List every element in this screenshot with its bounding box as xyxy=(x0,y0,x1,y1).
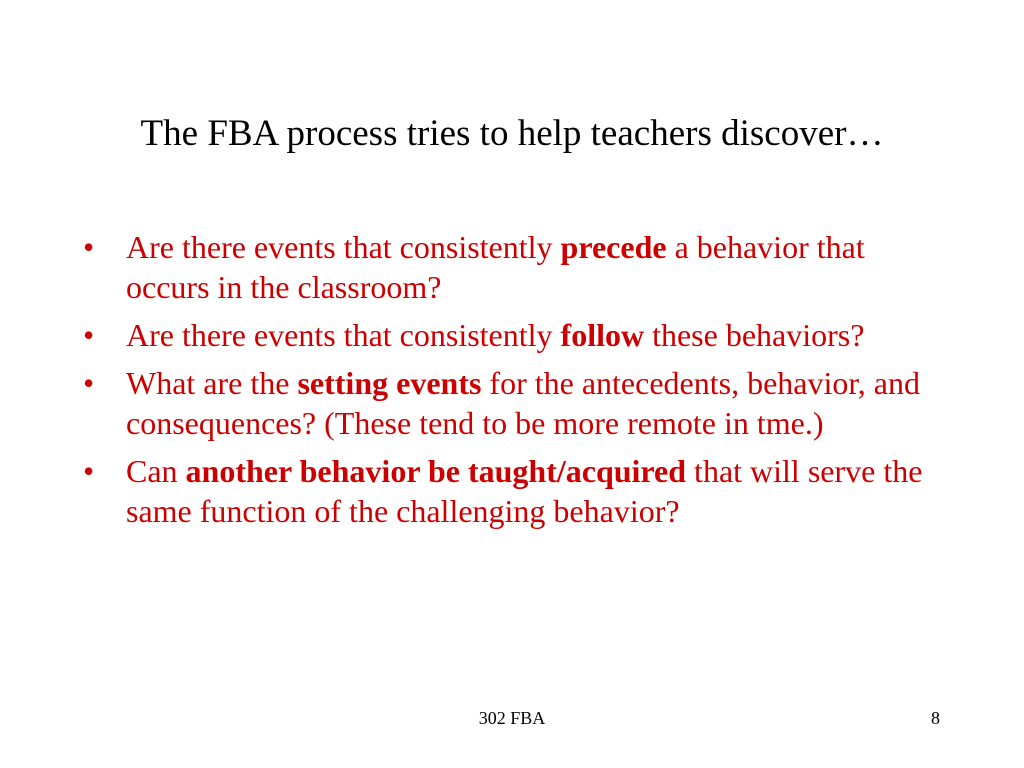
bullet-item xyxy=(83,227,943,307)
bullet-emphasis: setting events xyxy=(297,365,482,401)
bullet-text: Can another behavior be taught/acquired that will serve the same function of the challenging behavior? xyxy=(126,453,923,529)
bullet-icon: • xyxy=(83,317,95,353)
bullet-item xyxy=(83,363,943,443)
bullet-emphasis: follow xyxy=(560,317,645,353)
bullet-icon: • xyxy=(83,365,95,401)
bullet-emphasis: precede xyxy=(560,229,667,265)
bullet-list xyxy=(83,227,943,539)
bullet-text: Are there events that consistently precede a behavior that occurs in the classroom? xyxy=(126,229,865,305)
page-number: 8 xyxy=(931,708,940,728)
bullet-emphasis: another behavior be taught/acquired xyxy=(185,453,687,489)
bullet-item xyxy=(83,451,943,531)
bullet-item xyxy=(83,315,943,355)
bullet-text: Are there events that consistently follow these behaviors? xyxy=(126,317,865,353)
bullet-icon: • xyxy=(83,453,95,489)
bullet-icon: • xyxy=(83,229,95,265)
slide-title: The FBA process tries to help teachers discover… xyxy=(140,113,884,154)
footer-label: 302 FBA xyxy=(478,708,546,728)
bullet-text: What are the setting events for the antecedents, behavior, and consequences? (These tend to be more remote in tme.) xyxy=(126,365,920,441)
